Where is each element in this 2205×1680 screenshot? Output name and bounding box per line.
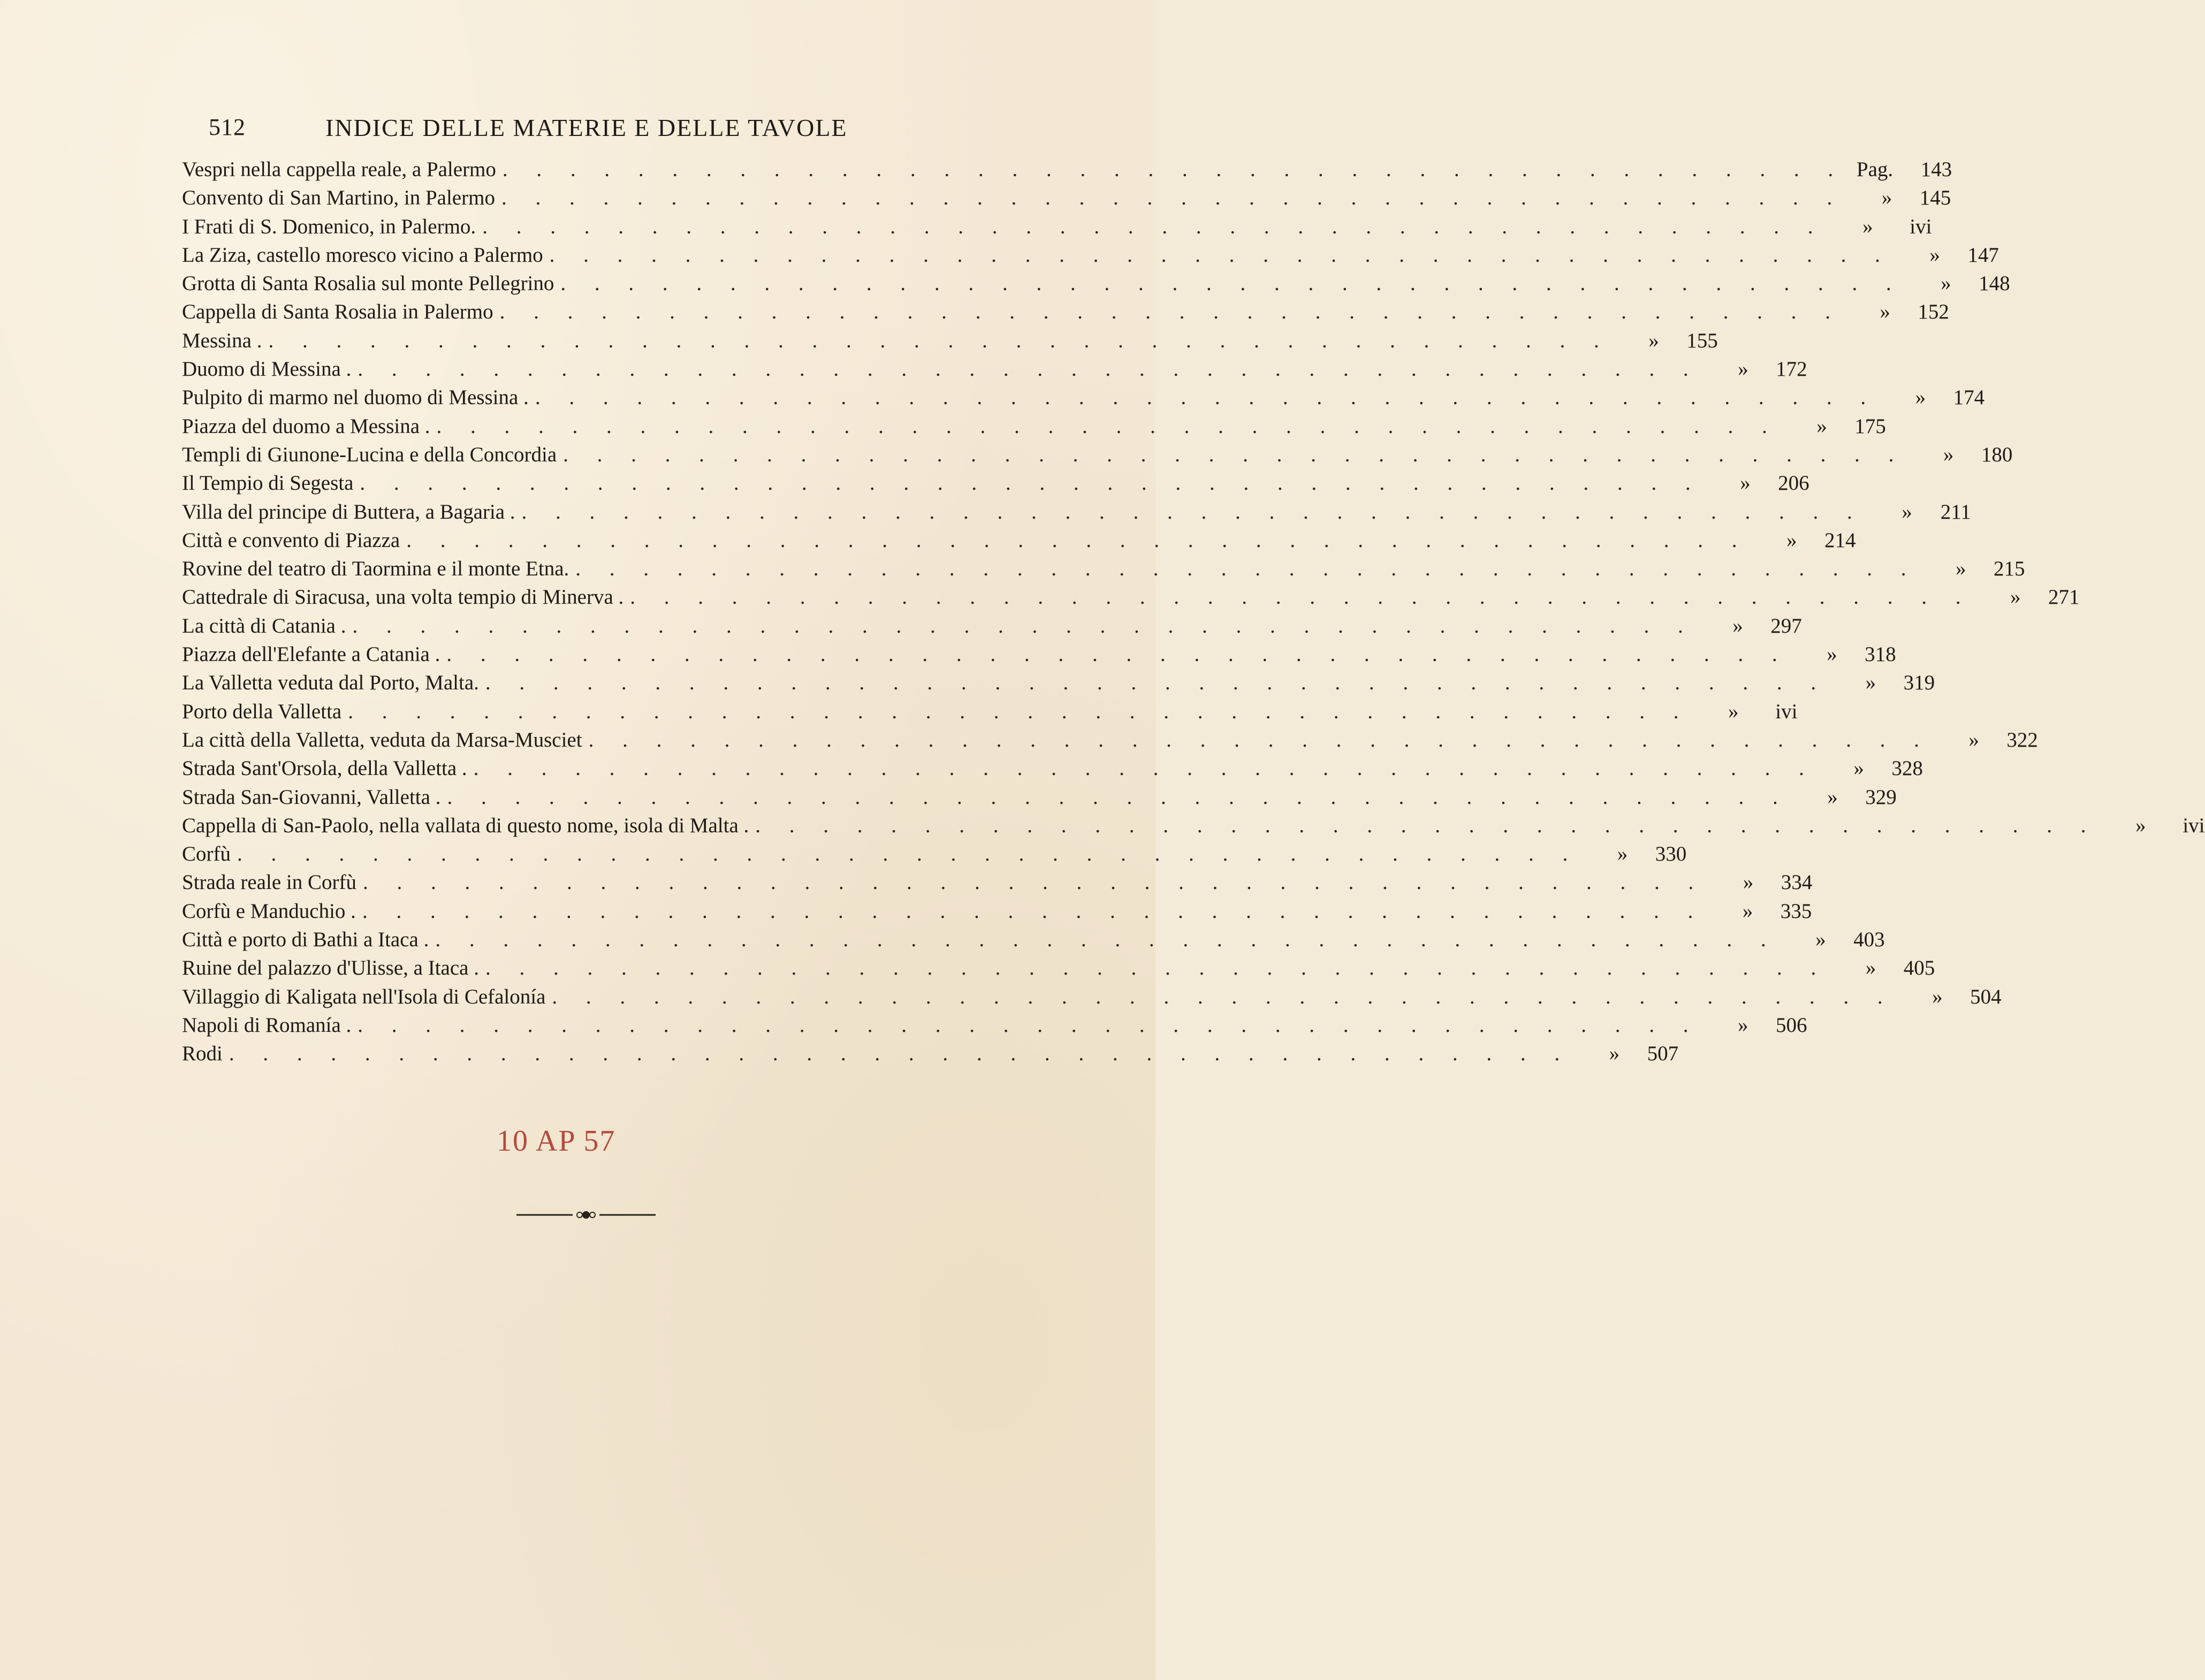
entry-reference	[1909, 269, 2010, 298]
entry-title: La Ziza, castello moresco vicino a Palermo	[182, 243, 543, 267]
entry-reference	[1784, 412, 1886, 440]
index-entry	[182, 355, 1807, 383]
entry-reference	[1710, 897, 1812, 925]
dot-leader: . . . . . . . . . . . . . . . . . . . . . . . . . . . . . . . . . . . . . . . .	[406, 528, 1749, 552]
page-reference: ivi	[2183, 814, 2205, 837]
entry-reference	[1869, 498, 1971, 526]
entry-reference	[1830, 212, 1932, 241]
reference-mark: »	[1880, 300, 1890, 324]
page-reference: 329	[1865, 785, 1897, 809]
dot-leader: . . . . . . . . . . . . . . . . . . . . . . . . . . . . . . . . . . . . . . . .	[563, 443, 1906, 466]
index-entry	[182, 212, 1932, 241]
entry-title: Città e porto di Bathi a Itaca .	[182, 928, 429, 952]
reference-mark: »	[1740, 472, 1751, 495]
reference-mark: »	[1827, 643, 1837, 666]
entry-title: Rodi	[182, 1042, 223, 1066]
reference-mark: »	[1743, 871, 1754, 894]
entry-reference	[1706, 1011, 1807, 1039]
dot-leader: . . . . . . . . . . . . . . . . . . . . . . . . . . . . . . . . . . . . . . . .	[473, 757, 1816, 780]
index-entry	[182, 440, 2013, 469]
entry-title: Pulpito di marmo nel duomo di Messina .	[182, 386, 529, 409]
entry-title: Cattedrale di Siracusa, una volta tempio di Minerva .	[182, 586, 624, 609]
dot-leader: . . . . . . . . . . . . . . . . . . . . . . . . . . . . . . . . . . . . . . . .	[485, 671, 1828, 695]
index-entry	[182, 754, 1923, 782]
entry-reference	[1847, 298, 1949, 326]
dot-leader: . . . . . . . . . . . . . . . . . . . . . . . . . . . . . . . . . . . . . . . .	[535, 386, 1878, 409]
page-reference: 155	[1686, 329, 1718, 352]
dot-leader: . . . . . . . . . . . . . . . . . . . . . . . . . . . . . . . . . . . . . . . .	[588, 728, 1931, 751]
reference-mark: »	[1865, 671, 1876, 695]
entry-reference	[1833, 668, 1935, 697]
index-entry	[182, 868, 1813, 896]
entry-title: Strada San-Giovanni, Valletta .	[182, 785, 441, 809]
dot-leader: . . . . . . . . . . . . . . . . . . . . . . . . . . . . . . . . . . . . . . . .	[485, 956, 1828, 980]
index-entry	[182, 269, 2010, 298]
page-reference: 297	[1770, 614, 1802, 637]
index-entry	[182, 640, 1896, 668]
dot-leader: . . . . . . . . . . . . . . . . . . . . . . . . . . . . . . . . . . . . . . . .	[229, 1042, 1572, 1066]
page-reference: 506	[1776, 1013, 1807, 1037]
page-reference: 148	[1979, 272, 2010, 295]
index-entry	[182, 983, 2002, 1011]
index-entry	[182, 469, 1809, 497]
entry-reference	[1754, 526, 1856, 554]
dot-leader: . . . . . . . . . . . . . . . . . . . . . . . . . . . . . . . . . . . . . . . .	[521, 500, 1864, 523]
index-entry	[182, 241, 1999, 269]
entry-reference	[1850, 155, 1952, 184]
reference-mark: »	[1956, 557, 1966, 581]
reference-mark: »	[1816, 414, 1827, 438]
index-entry	[182, 697, 1798, 726]
reference-mark: »	[2010, 586, 2021, 609]
page-reference: 318	[1865, 643, 1896, 666]
page-reference: 405	[1903, 956, 1935, 980]
page-reference: 322	[2006, 728, 2038, 751]
entry-title: I Frati di S. Domenico, in Palermo.	[182, 215, 476, 238]
entry-reference	[1700, 612, 1802, 640]
library-stamp: 10 AP 57	[497, 1124, 616, 1158]
reference-mark: »	[1881, 186, 1892, 210]
entry-reference	[1897, 241, 1999, 269]
index-entry	[182, 897, 1812, 925]
reference-mark: »	[1902, 500, 1912, 523]
entry-reference	[1710, 868, 1812, 896]
entry-title: Convento di San Martino, in Palermo	[182, 186, 495, 210]
entry-title: Città e convento di Piazza	[182, 528, 400, 552]
reference-mark: »	[1742, 899, 1753, 923]
index-entry	[182, 783, 1897, 811]
index-entry	[182, 526, 1856, 554]
index-entry	[182, 726, 2038, 754]
index-entry	[182, 383, 1985, 412]
entry-reference	[2103, 811, 2205, 840]
entry-title: Duomo di Messina .	[182, 358, 352, 381]
dot-leader: . . . . . . . . . . . . . . . . . . . . . . . . . . . . . . . . . . . . . . . .	[436, 414, 1779, 438]
page-reference: 335	[1780, 899, 1812, 923]
dot-leader: . . . . . . . . . . . . . . . . . . . . . . . . . . . . . . . . . . . . . . . .	[360, 472, 1702, 495]
entry-title: Corfù	[182, 842, 231, 866]
reference-mark: »	[1929, 243, 1940, 267]
reference-mark: »	[1968, 728, 1979, 751]
reference-mark: »	[1617, 842, 1628, 866]
index-entry	[182, 583, 2080, 611]
page-reference: 319	[1903, 671, 1935, 695]
entry-reference	[1706, 355, 1807, 383]
page-reference: 147	[1967, 243, 1999, 267]
dot-leader: . . . . . . . . . . . . . . . . . . . . . . . . . . . . . . . . . . . . . . . .	[362, 899, 1705, 923]
page-reference: 145	[1919, 186, 1951, 210]
entry-title: Grotta di Santa Rosalia sul monte Pellegrino	[182, 272, 554, 295]
entry-title: Vespri nella cappella reale, a Palermo	[182, 158, 496, 181]
page-reference: 330	[1655, 842, 1687, 866]
reference-mark: »	[1862, 215, 1873, 238]
entry-reference	[1585, 840, 1686, 868]
dot-leader: . . . . . . . . . . . . . . . . . . . . . . . . . . . . . . . . . . . . . . . .	[237, 842, 1580, 866]
page-reference: 180	[1981, 443, 2013, 466]
page-reference: 172	[1776, 358, 1807, 381]
index-entry	[182, 811, 2205, 840]
entry-reference	[1978, 583, 2080, 611]
entry-reference	[1783, 925, 1885, 954]
reference-mark: »	[1915, 386, 1926, 409]
page-reference: 206	[1778, 472, 1809, 495]
entry-title: Piazza dell'Elefante a Catania .	[182, 643, 440, 666]
page-reference: 175	[1854, 414, 1886, 438]
index-entry	[182, 326, 1718, 355]
reference-mark: »	[2135, 814, 2146, 837]
index-entry	[182, 1011, 1807, 1039]
page-reference: 174	[1953, 386, 1985, 409]
entry-reference	[1900, 983, 2002, 1011]
entry-title: La città della Valletta, veduta da Marsa-Musciet	[182, 728, 582, 751]
page-reference: 403	[1853, 928, 1885, 952]
page-reference: 152	[1918, 300, 1949, 324]
index-entry	[182, 298, 1949, 326]
entry-reference	[1795, 783, 1897, 811]
entry-title: Templi di Giunone-Lucina e della Concordia	[182, 443, 557, 466]
dot-leader: . . . . . . . . . . . . . . . . . . . . . . . . . . . . . . . . . . . . . . . .	[268, 329, 1611, 352]
dot-leader: . . . . . . . . . . . . . . . . . . . . . . . . . . . . . . . . . . . . . . . .	[501, 186, 1844, 210]
dot-leader: . . . . . . . . . . . . . . . . . . . . . . . . . . . . . . . . . . . . . . . .	[358, 1013, 1700, 1037]
dot-leader: . . . . . . . . . . . . . . . . . . . . . . . . . . . . . . . . . . . . . . . .	[499, 300, 1842, 324]
page-reference: 334	[1781, 871, 1813, 894]
index-entry	[182, 554, 2025, 583]
reference-mark: »	[1865, 956, 1876, 980]
page-reference: 504	[1970, 985, 2002, 1008]
entry-reference	[1821, 754, 1923, 782]
reference-mark: »	[1738, 1013, 1748, 1037]
entry-reference	[1616, 326, 1718, 355]
page-reference: ivi	[1910, 215, 1932, 238]
page-reference: 507	[1647, 1042, 1679, 1066]
reference-mark: »	[1738, 358, 1748, 381]
entry-title: Porto della Valletta	[182, 700, 342, 723]
reference-mark: »	[1732, 614, 1743, 637]
entry-title: Piazza del duomo a Messina .	[182, 414, 430, 438]
entry-reference	[1883, 383, 1985, 412]
entry-reference	[1577, 1039, 1678, 1068]
entry-reference	[1911, 440, 2012, 469]
entry-title: Napoli di Romanía .	[182, 1013, 352, 1037]
dot-leader: . . . . . . . . . . . . . . . . . . . . . . . . . . . . . . . . . . . . . . . .	[552, 985, 1895, 1008]
dot-leader: . . . . . . . . . . . . . . . . . . . . . . . . . . . . . . . . . . . . . . . .	[575, 557, 1918, 581]
reference-mark: Pag.	[1856, 158, 1894, 181]
entry-title: Strada reale in Corfù	[182, 871, 356, 894]
dot-leader: . . . . . . . . . . . . . . . . . . . . . . . . . . . . . . . . . . . . . . . .	[630, 586, 1973, 609]
page-reference: 214	[1824, 528, 1856, 552]
entry-title: Messina .	[182, 329, 262, 352]
reference-mark: »	[1786, 528, 1797, 552]
page-reference: 215	[1994, 557, 2025, 581]
entry-title: Corfù e Manduchio .	[182, 899, 356, 923]
page-header	[209, 113, 1001, 146]
entry-title: Strada Sant'Orsola, della Valletta .	[182, 757, 467, 780]
dot-leader: . . . . . . . . . . . . . . . . . . . . . . . . . . . . . . . . . . . . . . . .	[447, 785, 1790, 809]
index-entry	[182, 184, 1951, 212]
dot-leader: . . . . . . . . . . . . . . . . . . . . . . . . . . . . . . . . . . . . . . . .	[549, 243, 1892, 267]
index-entry	[182, 412, 1886, 440]
entry-title: Ruine del palazzo d'Ulisse, a Itaca .	[182, 956, 479, 980]
dot-leader: . . . . . . . . . . . . . . . . . . . . . . . . . . . . . . . . . . . . . . . .	[560, 272, 1903, 295]
entry-reference	[1695, 697, 1797, 726]
dot-leader: . . . . . . . . . . . . . . . . . . . . . . . . . . . . . . . . . . . . . . . .	[446, 643, 1789, 666]
entry-title: Il Tempio di Segesta	[182, 472, 354, 495]
dot-leader: . . . . . . . . . . . . . . . . . . . . . . . . . . . . . . . . . . . . . . . .	[755, 814, 2098, 837]
index-entry	[182, 840, 1687, 868]
dot-leader: . . . . . . . . . . . . . . . . . . . . . . . . . . . . . . . . . . . . . . . .	[352, 614, 1695, 637]
reference-mark: »	[1728, 700, 1739, 723]
index-entry	[182, 668, 1935, 697]
entry-reference	[1708, 469, 1809, 497]
index-entry	[182, 498, 1971, 526]
entry-title: Villaggio di Kaligata nell'Isola di Cefalonía	[182, 985, 546, 1008]
page-reference: 143	[1920, 158, 1952, 181]
reference-mark: »	[1932, 985, 1943, 1008]
dot-leader: . . . . . . . . . . . . . . . . . . . . . . . . . . . . . . . . . . . . . . . .	[358, 358, 1700, 381]
entry-reference	[1833, 954, 1935, 982]
entry-reference	[1923, 554, 2025, 583]
page-reference: 328	[1891, 757, 1923, 780]
running-title: INDICE DELLE MATERIE E DELLE TAVOLE	[325, 114, 848, 141]
reference-mark: »	[1609, 1042, 1620, 1066]
index-entry	[182, 155, 1952, 184]
entry-title: Cappella di San-Paolo, nella vallata di questo nome, isola di Malta .	[182, 814, 749, 837]
page-reference: 211	[1940, 500, 1971, 523]
dot-leader: . . . . . . . . . . . . . . . . . . . . . . . . . . . . . . . . . . . . . . . .	[348, 700, 1691, 723]
entry-reference	[1795, 640, 1896, 668]
reference-mark: »	[1853, 757, 1864, 780]
reference-mark: »	[1815, 928, 1826, 952]
page-number: 512	[209, 114, 246, 140]
dot-leader: . . . . . . . . . . . . . . . . . . . . . . . . . . . . . . . . . . . . . . . .	[362, 871, 1706, 894]
page-reference: 271	[2048, 586, 2080, 609]
reference-mark: »	[1943, 443, 1954, 466]
entry-reference	[1936, 726, 2038, 754]
tailpiece-ornament	[516, 1207, 656, 1223]
dot-leader: . . . . . . . . . . . . . . . . . . . . . . . . . . . . . . . . . . . . . . . .	[482, 215, 1825, 238]
index-entry	[182, 925, 1885, 954]
page-reference: ivi	[1775, 700, 1798, 723]
reference-mark: »	[1648, 329, 1659, 352]
index-entry	[182, 612, 1802, 640]
index-list	[182, 155, 2205, 1068]
index-entry	[182, 1039, 1679, 1068]
entry-title: Rovine del teatro di Taormina e il monte Etna.	[182, 557, 569, 581]
dot-leader: . . . . . . . . . . . . . . . . . . . . . . . . . . . . . . . . . . . . . . . .	[435, 928, 1778, 952]
index-entry	[182, 954, 1935, 982]
reference-mark: »	[1827, 785, 1838, 809]
entry-title: La città di Catania .	[182, 614, 346, 637]
dot-leader: . . . . . . . . . . . . . . . . . . . . . . . . . . . . . . . . . . . . . . . .	[502, 158, 1845, 181]
entry-title: La Valletta veduta dal Porto, Malta.	[182, 671, 479, 695]
entry-title: Cappella di Santa Rosalia in Palermo	[182, 300, 493, 324]
reference-mark: »	[1941, 272, 1951, 295]
entry-title: Villa del principe di Buttera, a Bagaria .	[182, 500, 515, 523]
entry-reference	[1849, 184, 1951, 212]
